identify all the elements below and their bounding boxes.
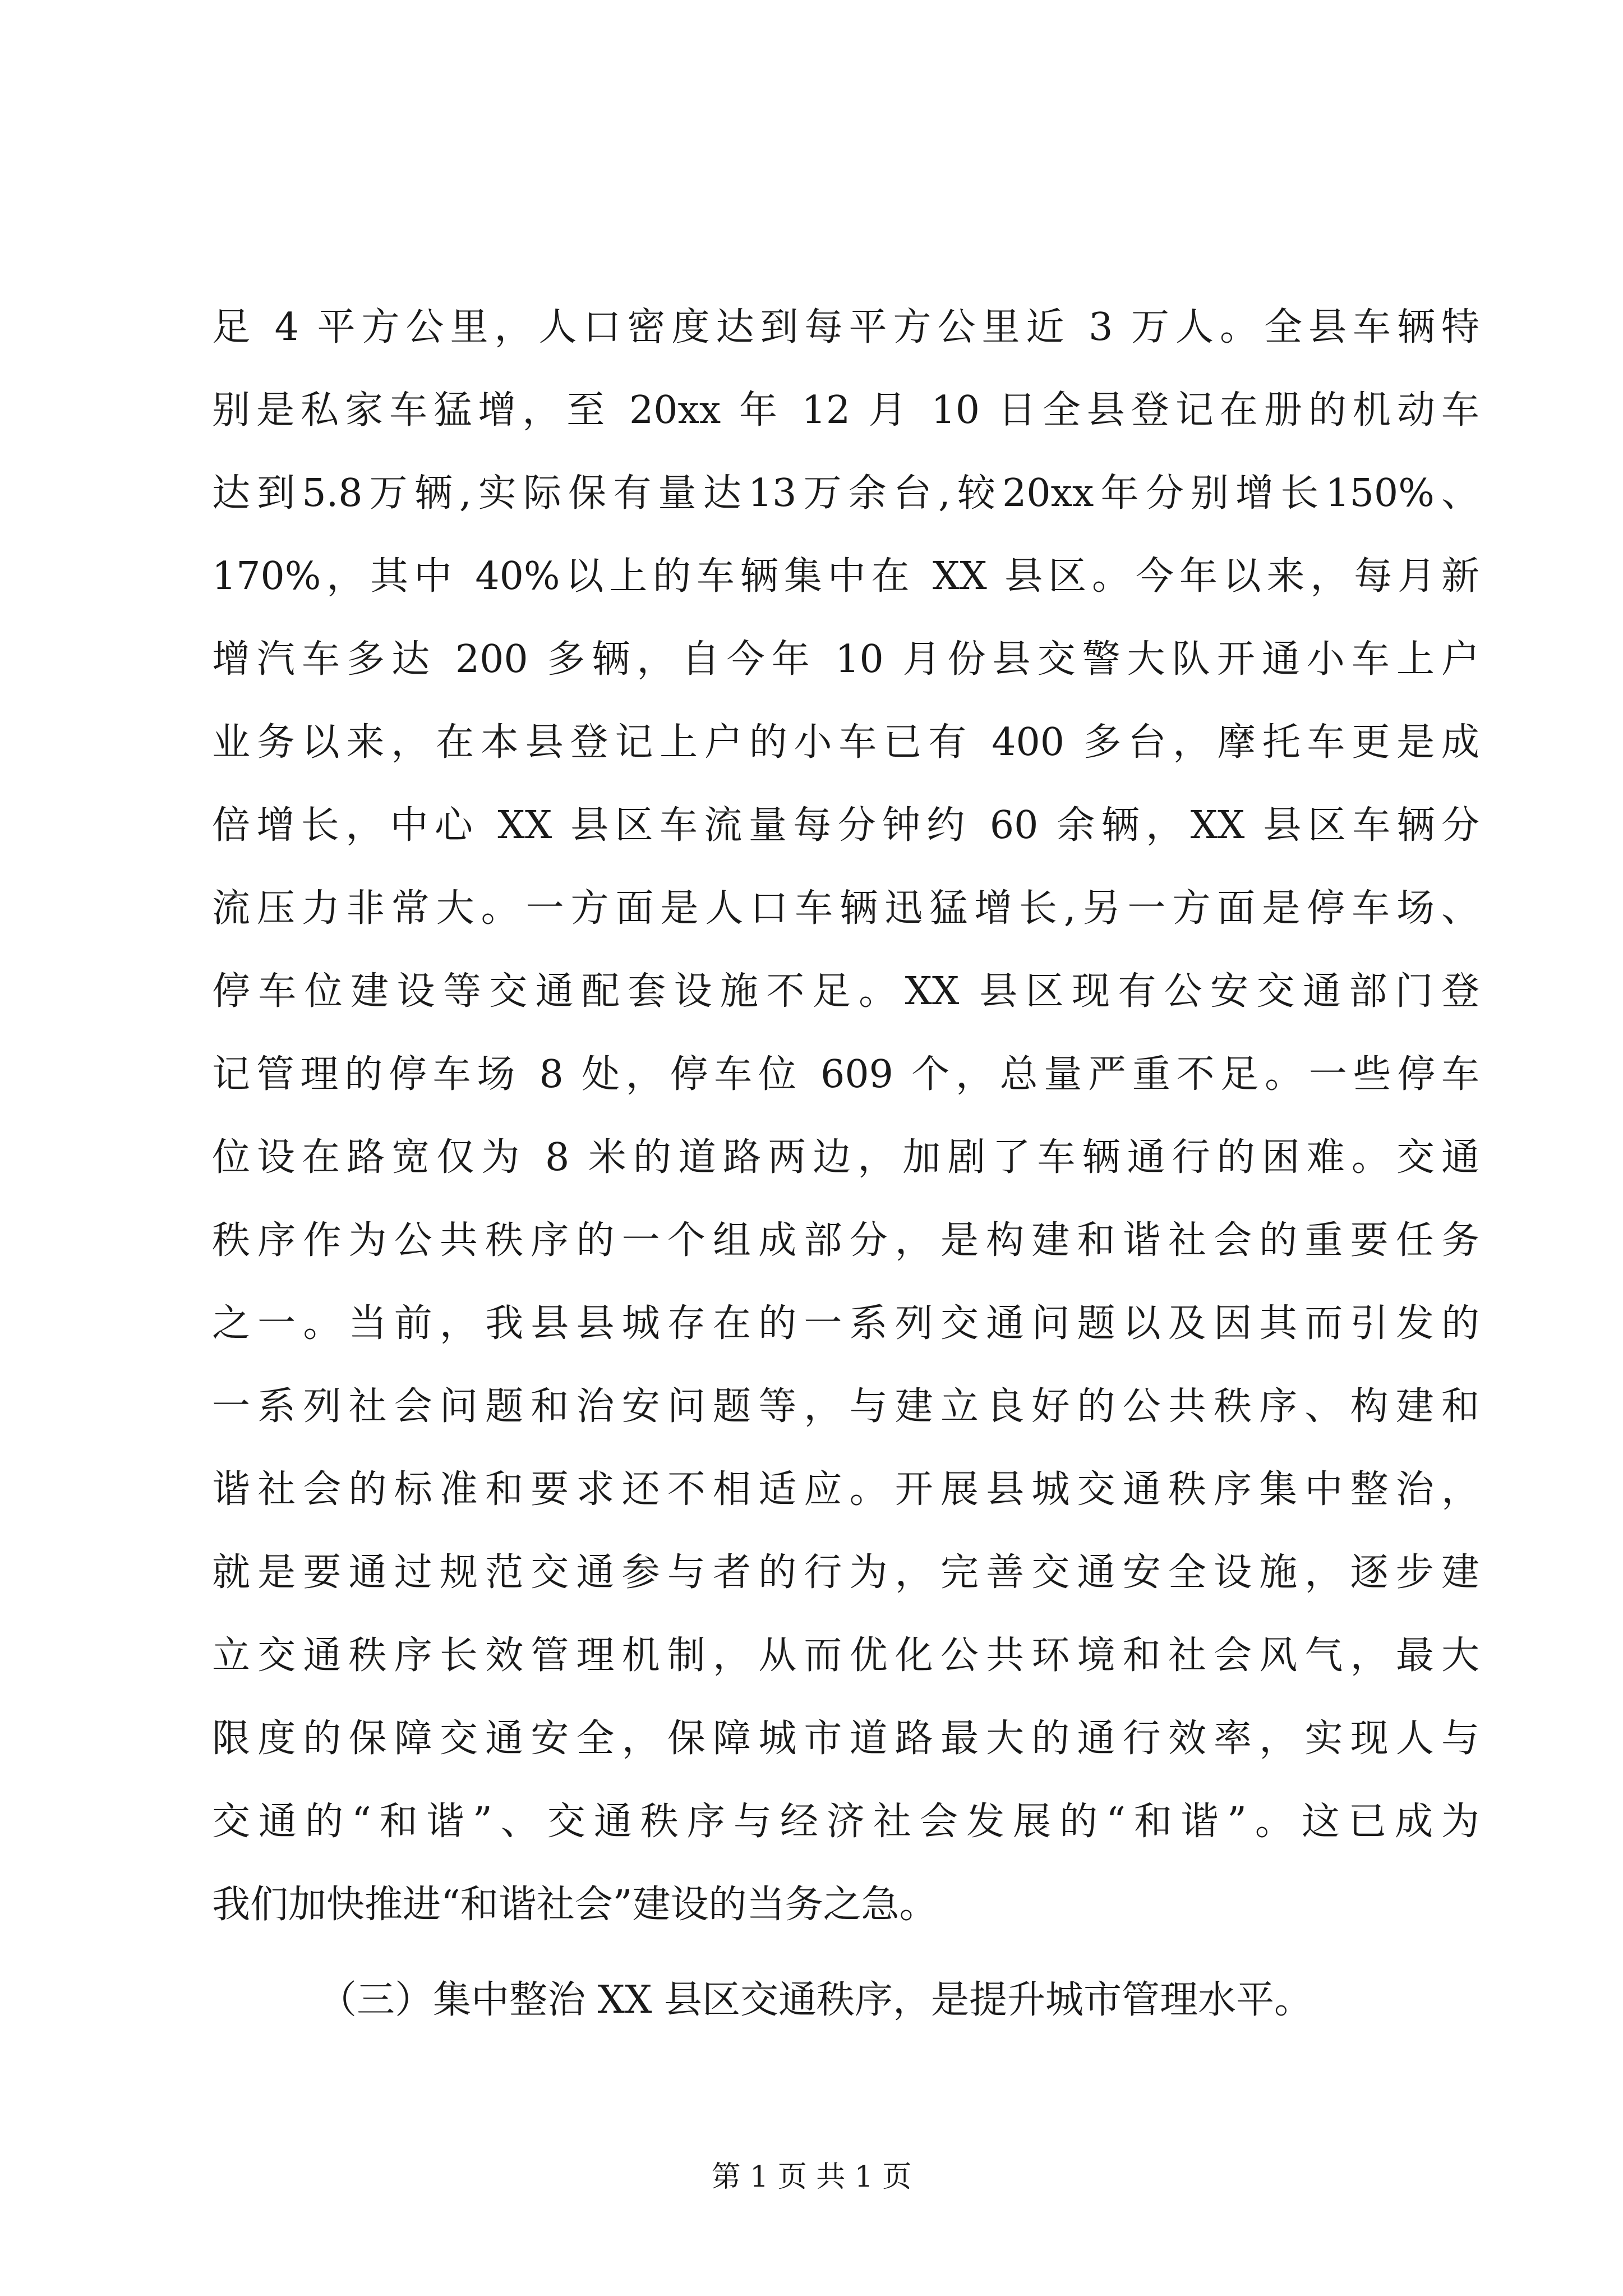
paragraph-line-3: 达到5.8万辆,实际保有量达13万余台,较20xx年分别增长150%、 [212,471,1479,516]
paragraph-line-6: 业务以来，在本县登记上户的小车已有 400 多台，摩托车更是成 [212,720,1479,765]
paragraph-line-1: 足 4 平方公里，人口密度达到每平方公里近 3 万人。全县车辆特 [212,305,1479,349]
paragraph-line-11: 位设在路宽仅为 8 米的道路两边，加剧了车辆通行的困难。交通 [212,1135,1479,1180]
paragraph-line-7: 倍增长，中心 XX 县区车流量每分钟约 60 余辆，XX 县区车辆分 [212,803,1479,848]
page-number-footer: 第 1 页 共 1 页 [711,2160,912,2194]
document-body [212,286,1479,2042]
paragraph-line-17: 立交通秩序长效管理机制，从而优化公共环境和社会风气，最大 [212,1634,1479,1678]
paragraph-line-19: 交通的“和谐”、交通秩序与经济社会发展的“和谐”。这已成为 [212,1800,1479,1844]
paragraph-line-4: 170%，其中 40%以上的车辆集中在 XX 县区。今年以来，每月新 [212,554,1479,599]
paragraph-line-10: 记管理的停车场 8 处，停车位 609 个，总量严重不足。一些停车 [212,1052,1479,1097]
paragraph-line-15: 谐社会的标准和要求还不相适应。开展县城交通秩序集中整治， [212,1467,1479,1512]
section-heading: （三）集中整治 XX 县区交通秩序，是提升城市管理水平。 [319,1978,1313,2022]
paragraph-line-20: 我们加快推进“和谐社会”建设的当务之急。 [212,1883,938,1927]
paragraph-line-9: 停车位建设等交通配套设施不足。XX 县区现有公安交通部门登 [212,969,1479,1014]
paragraph-line-12: 秩序作为公共秩序的一个组成部分，是构建和谐社会的重要任务 [212,1218,1479,1263]
paragraph-line-14: 一系列社会问题和治安问题等，与建立良好的公共秩序、构建和 [212,1384,1479,1429]
paragraph-line-13: 之一。当前，我县县城存在的一系列交通问题以及因其而引发的 [212,1301,1479,1346]
paragraph-line-8: 流压力非常大。一方面是人口车辆迅猛增长,另一方面是停车场、 [212,886,1479,931]
paragraph-line-2: 别是私家车猛增，至 20xx 年 12 月 10 日全县登记在册的机动车 [212,388,1479,432]
paragraph-line-16: 就是要通过规范交通参与者的行为，完善交通安全设施，逐步建 [212,1550,1479,1595]
paragraph-line-5: 增汽车多达 200 多辆，自今年 10 月份县交警大队开通小车上户 [212,637,1479,682]
paragraph-line-18: 限度的保障交通安全，保障城市道路最大的通行效率，实现人与 [212,1717,1479,1761]
